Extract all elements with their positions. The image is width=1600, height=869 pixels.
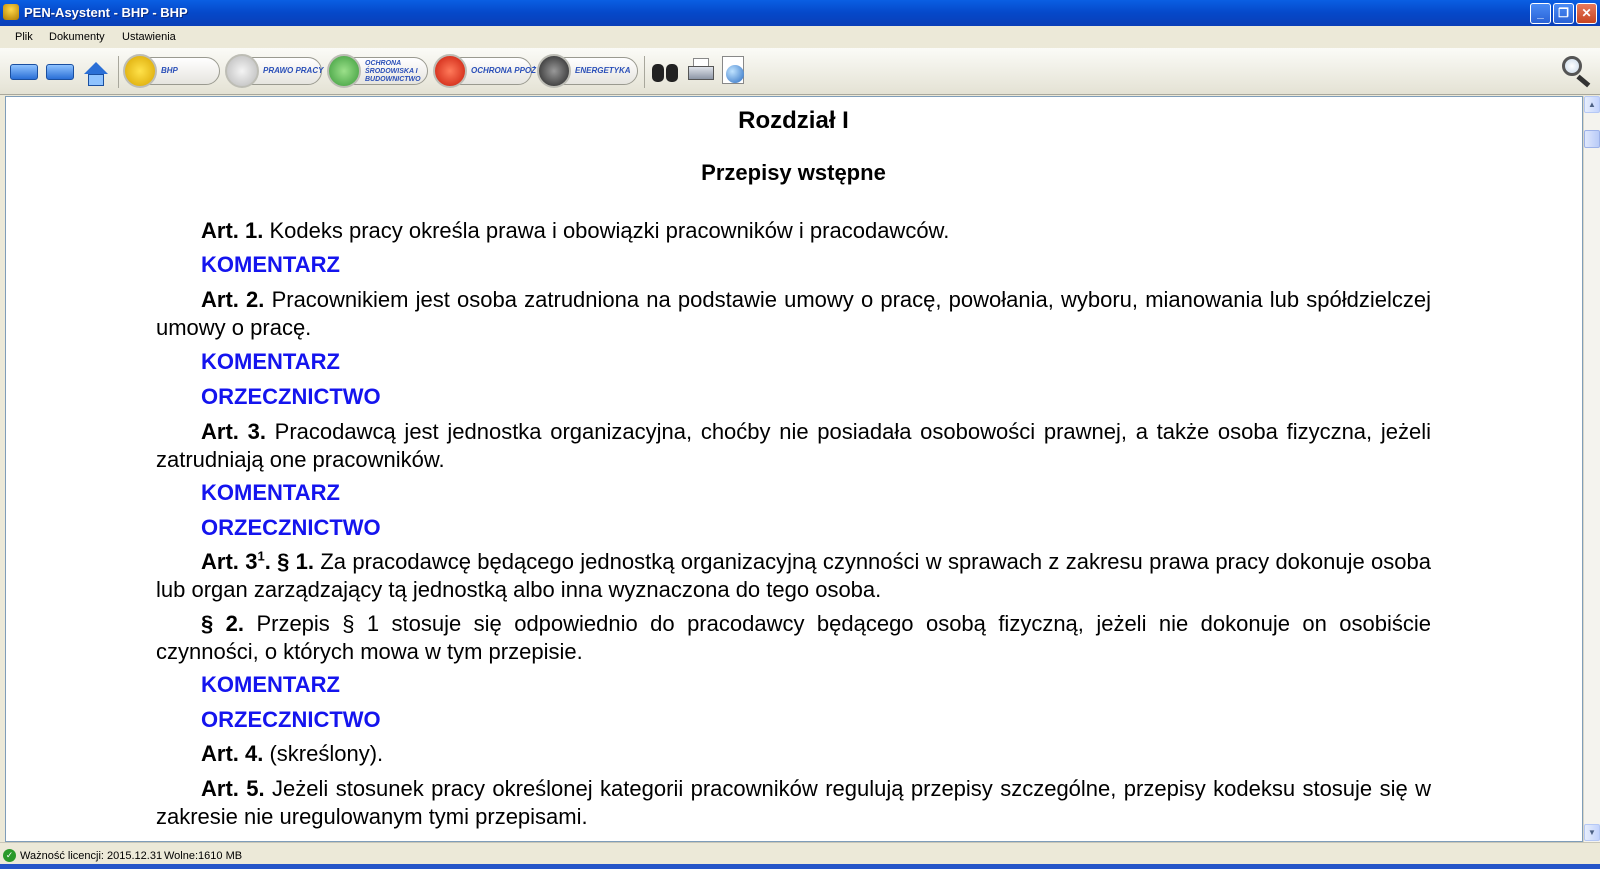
article-4: Art. 4. (skreślony). bbox=[201, 741, 384, 766]
chapter-subtitle: Przepisy wstępne bbox=[701, 160, 886, 185]
document-view[interactable] bbox=[5, 96, 1583, 842]
menu-bar bbox=[0, 26, 1600, 48]
article-3-1-paragraph-2: § 2. Przepis § 1 stosuje się odpowiednio do pracodawcy będącego osobą fizyczną, jeżeli nie dokonuje on osobiście czynności, o których mowa w tym przepisie. bbox=[156, 611, 1431, 664]
license-status: Ważność licencji: 2015.12.31 bbox=[20, 850, 163, 862]
maximize-button[interactable]: ❐ bbox=[1553, 3, 1574, 24]
forward-arrow-icon bbox=[46, 64, 74, 80]
app-icon[interactable] bbox=[3, 4, 19, 20]
globe-document-icon bbox=[726, 65, 744, 83]
menu-plik[interactable]: Plik bbox=[15, 31, 33, 43]
window-title: PEN-Asystent - BHP - BHP bbox=[24, 5, 188, 20]
toolbar-separator bbox=[118, 56, 119, 88]
category-ochrona-srodowiska-label: OCHRONA ŚRODOWISKA I BUDOWNICTWO bbox=[365, 60, 421, 83]
home-button[interactable] bbox=[80, 56, 112, 88]
free-space-status: Wolne:1610 MB bbox=[164, 850, 243, 862]
category-prawo-pracy-button[interactable] bbox=[226, 57, 322, 85]
toolbar-separator bbox=[644, 56, 645, 88]
komentarz-link[interactable]: KOMENTARZ bbox=[201, 480, 340, 505]
vertical-scrollbar[interactable] bbox=[1583, 96, 1600, 842]
zoom-search-button[interactable] bbox=[1560, 54, 1594, 88]
ochrona-srodowiska-icon bbox=[327, 54, 361, 88]
menu-ustawienia[interactable]: Ustawienia bbox=[122, 31, 176, 43]
home-icon bbox=[84, 62, 108, 74]
article-3: Art. 3. Pracodawcą jest jednostka organizacyjna, choćby nie posiadała osobowości prawnej, a także osoba fizyczna, jeżeli zatrudniają one pracowników. bbox=[156, 419, 1431, 472]
category-ochrona-ppoz-label: OCHRONA PPOŻ bbox=[471, 66, 537, 75]
taskbar-strip bbox=[0, 864, 1600, 869]
binoculars-icon bbox=[652, 64, 664, 82]
close-button[interactable]: ✕ bbox=[1576, 3, 1597, 24]
search-binoculars-button[interactable] bbox=[650, 58, 680, 84]
bhp-worker-icon bbox=[123, 54, 157, 88]
chapter-title: Rozdział I bbox=[738, 107, 849, 134]
prawo-pracy-icon bbox=[225, 54, 259, 88]
article-2: Art. 2. Pracownikiem jest osoba zatrudniona na podstawie umowy o pracę, powołania, wyboru, mianowania lub spółdzielczej umowy o pracę. bbox=[156, 287, 1431, 340]
scroll-up-button[interactable]: ▲ bbox=[1584, 96, 1600, 113]
back-arrow-icon bbox=[10, 64, 38, 80]
orzecznictwo-link[interactable]: ORZECZNICTWO bbox=[201, 707, 381, 732]
category-bhp-label: BHP bbox=[161, 66, 178, 75]
toolbar bbox=[0, 48, 1600, 95]
printer-icon bbox=[688, 66, 714, 80]
scroll-thumb[interactable] bbox=[1584, 130, 1600, 148]
print-button[interactable] bbox=[686, 56, 716, 86]
category-ochrona-srodowiska-button[interactable] bbox=[328, 57, 428, 85]
category-energetyka-label: ENERGETYKA bbox=[575, 66, 631, 75]
category-prawo-pracy-label: PRAWO PRACY bbox=[263, 66, 324, 75]
article-3-1: Art. $3^1$. § 1. Za pracodawcę będącego jednostką organizacyjną czynności w sprawach z zakresu prawa pracy dokonuje osoba lub organ zarządzający tą jednostką albo inna wyznaczona do tego osoba. bbox=[156, 548, 1431, 602]
magnifier-icon bbox=[1562, 56, 1582, 76]
scroll-down-button[interactable]: ▼ bbox=[1584, 824, 1600, 841]
orzecznictwo-link[interactable]: ORZECZNICTWO bbox=[201, 515, 381, 540]
orzecznictwo-link[interactable]: ORZECZNICTWO bbox=[201, 384, 381, 409]
license-check-icon: ✓ bbox=[3, 849, 16, 862]
web-document-button[interactable] bbox=[722, 56, 746, 84]
komentarz-link[interactable]: KOMENTARZ bbox=[201, 672, 340, 697]
energy-icon bbox=[537, 54, 571, 88]
menu-dokumenty[interactable]: Dokumenty bbox=[49, 31, 105, 43]
minimize-button[interactable]: _ bbox=[1530, 3, 1551, 24]
category-energetyka-button[interactable] bbox=[538, 57, 638, 85]
title-bar bbox=[0, 0, 1600, 26]
category-bhp-button[interactable] bbox=[124, 57, 220, 85]
article-5: Art. 5. Jeżeli stosunek pracy określonej kategorii pracowników regulują przepisy szczególne, przepisy kodeksu stosuje się w zakresie nie uregulowanym tymi przepisami. bbox=[156, 776, 1431, 829]
komentarz-link[interactable]: KOMENTARZ bbox=[201, 252, 340, 277]
article-1: Art. 1. Kodeks pracy określa prawa i obowiązki pracowników i pracodawców. bbox=[201, 218, 950, 243]
category-ochrona-ppoz-button[interactable] bbox=[434, 57, 537, 85]
fire-truck-icon bbox=[433, 54, 467, 88]
back-button[interactable] bbox=[8, 56, 40, 88]
komentarz-link[interactable]: KOMENTARZ bbox=[201, 349, 340, 374]
forward-button[interactable] bbox=[44, 56, 76, 88]
